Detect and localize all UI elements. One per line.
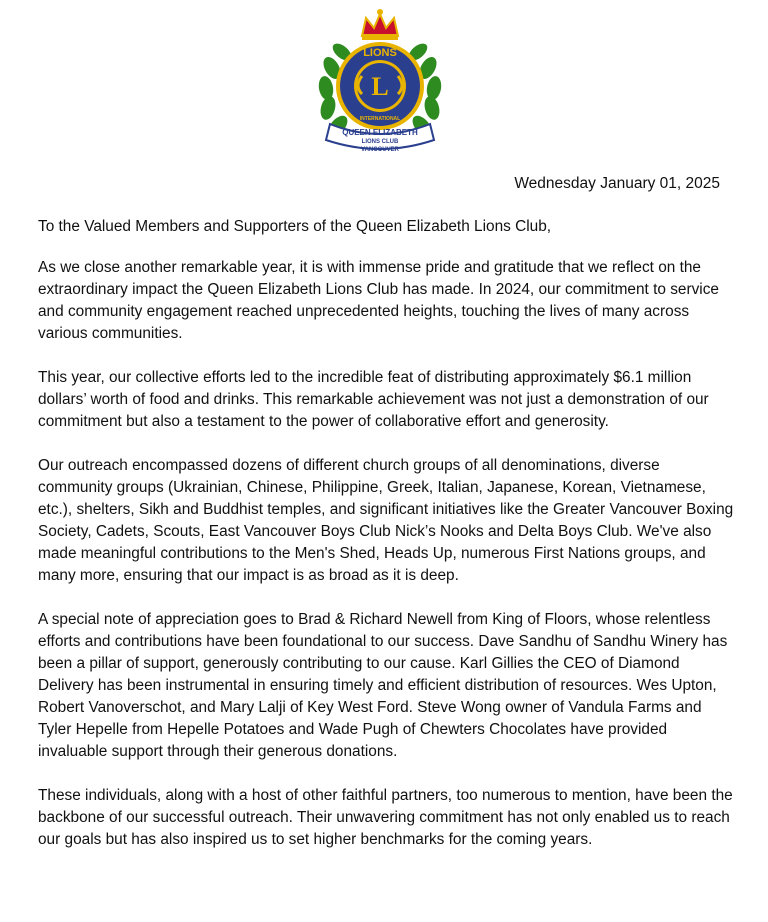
logo-city: VANCOUVER: [361, 147, 399, 153]
crown-icon: [362, 9, 398, 40]
letter-paragraph-5: These individuals, along with a host of other faithful partners, too numerous to mention, have been the backbone of our successful outreach. Their unwavering commitment has not only enabled us to reach our goals but has also inspired us to set higher benchmarks for the coming years.: [38, 787, 733, 848]
letter-body: [38, 216, 738, 873]
logo-club-name-2: LIONS CLUB: [361, 139, 399, 145]
logo-club-name: QUEEN ELIZABETH: [342, 128, 418, 137]
letter-paragraph-1: As we close another remarkable year, it is with immense pride and gratitude that we reflect on the extraordinary impact the Queen Elizabeth Lions Club has made. In 2024, our commitment to service and community engagement reached unprecedented heights, touching the lives of many across various communities.: [38, 259, 719, 342]
letter-paragraph-4: A special note of appreciation goes to Brad & Richard Newell from King of Floors, whose relentless efforts and contributions have been foundational to our success. Dave Sandhu of Sandhu Winery has been a pillar of support, generously contributing to our cause. Karl Gillies the CEO of Diamond Delivery has been instrumental in ensuring timely and efficient distribution of resources. Wes Upton, Robert Vanoverschot, and Mary Lalji of Key West Ford. Steve Wong owner of Vandula Farms and Tyler Hepelle from Hepelle Potatoes and Wade Pugh of Chewters Chocolates have provided invaluable support through their generous donations.: [38, 611, 728, 760]
club-logo: [312, 6, 448, 156]
letter-date: Wednesday January 01, 2025: [514, 175, 720, 192]
letter-paragraph-2: This year, our collective efforts led to the incredible feat of distributing approximately $6.1 million dollars’ worth of food and drinks. This remarkable achievement was not just a demonstration of our commitment but also a testament to the power of collaborative effort and generosity.: [38, 369, 709, 430]
letter-paragraph-3: Our outreach encompassed dozens of different church groups of all denominations, diverse community groups (Ukrainian, Chinese, Philippine, Greek, Italian, Japanese, Korean, Vietnamese, etc.), shelters, Sikh and Buddhist temples, and significant initiatives like the Greater Vancouver Boxing Society, Cadets, Scouts, East Vancouver Boys Club Nick’s Nooks and Delta Boys Club. We've also made meaningful contributions to the Men's Shed, Heads Up, numerous First Nations groups, and many more, ensuring that our impact is as broad as it is deep.: [38, 457, 734, 584]
lions-emblem: [312, 6, 448, 156]
logo-text-top: LIONS: [363, 47, 397, 59]
club-banner: [326, 124, 434, 153]
letter-salutation: To the Valued Members and Supporters of the Queen Elizabeth Lions Club,: [38, 218, 552, 235]
logo-text-international: INTERNATIONAL: [359, 116, 401, 122]
logo-letter: L: [371, 72, 389, 101]
